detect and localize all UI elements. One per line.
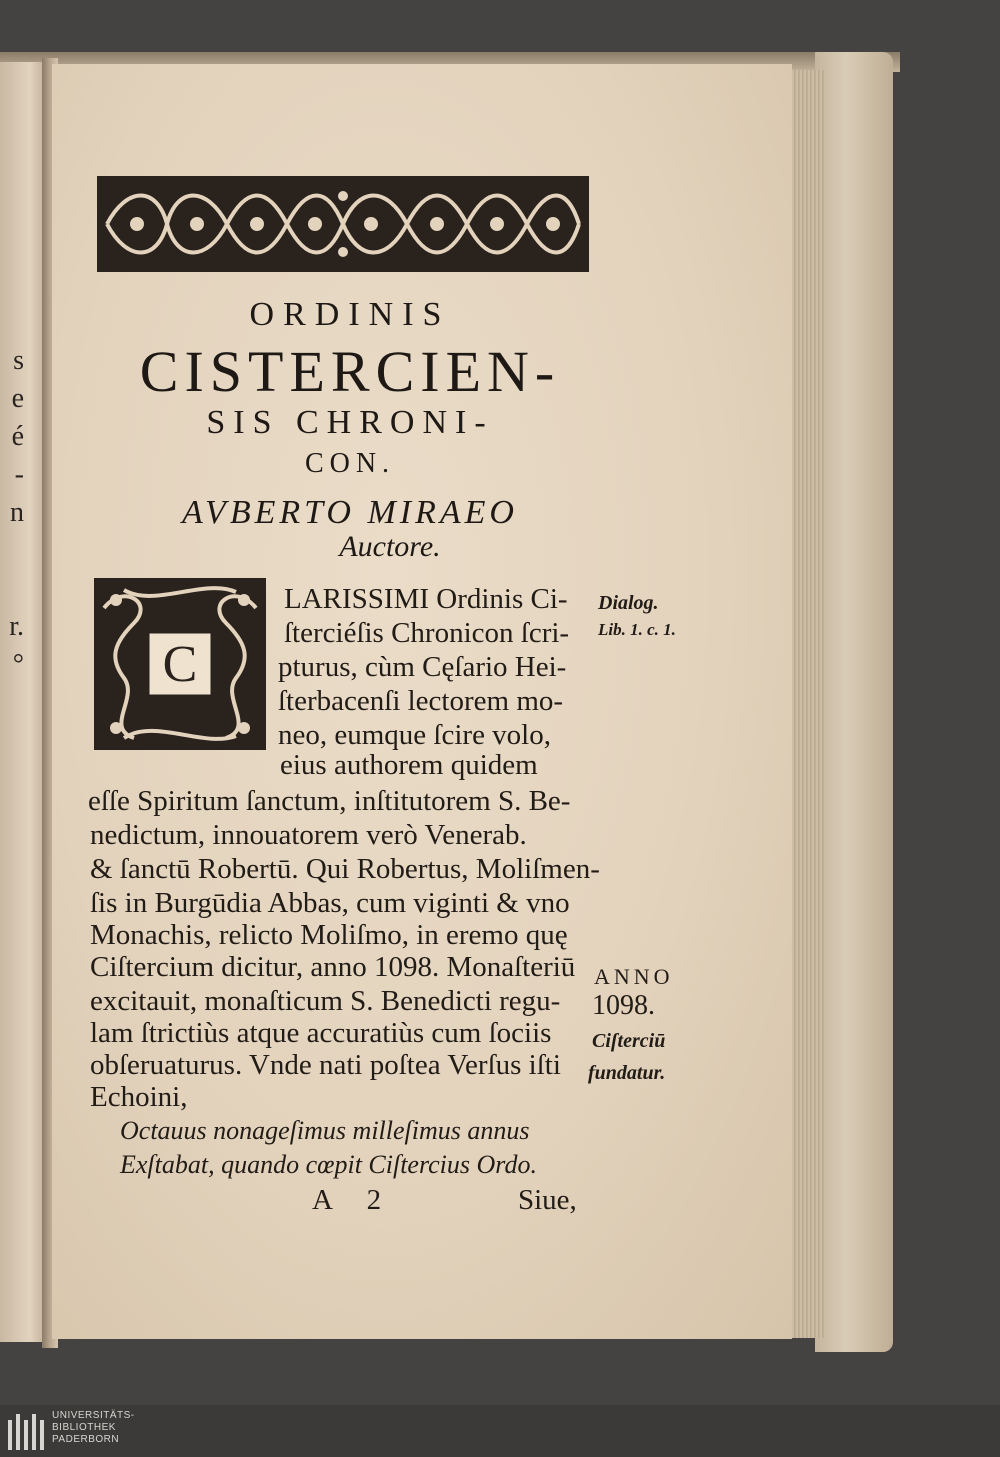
body-line: ſterciéſis Chronicon ſcri- bbox=[284, 617, 570, 649]
body-line: ſis in Burgūdia Abbas, cum viginti & vno bbox=[90, 887, 570, 919]
library-logo-icon bbox=[6, 1410, 46, 1452]
margin-note-anno: ANNO bbox=[594, 964, 674, 989]
margin-note-lib: Lib. 1. c. 1. bbox=[598, 620, 676, 639]
library-name-line-3: PADERBORN bbox=[52, 1434, 120, 1445]
library-name-line-2: BIBLIOTHEK bbox=[52, 1422, 116, 1433]
body-line: lam ſtrictiùs atque accuratiùs cum ſociis bbox=[90, 1017, 552, 1049]
catchword: Siue, bbox=[518, 1184, 577, 1216]
body-line: Ciſtercium dicitur, anno 1098. Monaſteriū bbox=[90, 951, 576, 983]
margin-note-dialog: Dialog. bbox=[598, 592, 659, 614]
page-edges bbox=[788, 70, 824, 1338]
decorated-initial bbox=[94, 578, 266, 750]
left-letter: s bbox=[13, 345, 24, 376]
left-letter: ° bbox=[12, 649, 24, 680]
verse-line-1: Octauus nonageſimus milleſimus annus bbox=[120, 1116, 530, 1145]
left-letter: n bbox=[10, 497, 24, 528]
author-name: AVBERTO MIRAEO bbox=[181, 494, 518, 531]
title-line-2: CISTERCIEN- bbox=[139, 339, 561, 404]
body-line: pturus, cùm Cęſario Hei- bbox=[278, 651, 567, 683]
library-name-line-1: UNIVERSITÄTS- bbox=[52, 1410, 135, 1421]
body-line: neo, eumque ſcire volo, bbox=[278, 719, 551, 751]
body-line: ſterbacenſi lectorem mo- bbox=[278, 685, 564, 717]
left-letter bbox=[0, 532, 24, 570]
body-line: Monachis, relicto Moliſmo, in eremo quę bbox=[90, 919, 568, 951]
left-letter: é bbox=[11, 421, 24, 452]
margin-note-year: 1098. bbox=[592, 990, 655, 1021]
book-cover-edge bbox=[815, 52, 893, 1352]
verse-line-2: Exſtabat, quando cœpit Ciſtercius Ordo. bbox=[120, 1150, 537, 1179]
left-page-letters bbox=[0, 342, 24, 684]
title-line-4: CON. bbox=[304, 448, 396, 479]
ornament-headpiece bbox=[97, 176, 589, 272]
margin-note-cisterciu: Ciſterciū bbox=[592, 1030, 666, 1052]
margin-note-fundatur: fundatur. bbox=[588, 1062, 666, 1084]
body-line: & ſanctū Robertū. Qui Robertus, Moliſmen- bbox=[90, 853, 600, 885]
title-line-1: ORDINIS bbox=[249, 296, 451, 333]
body-line: LARISSIMI Ordinis Ci- bbox=[284, 583, 568, 615]
left-letter: - bbox=[14, 459, 24, 490]
signature-mark: A 2 bbox=[312, 1184, 396, 1216]
initial-letter: C bbox=[162, 636, 198, 693]
body-line: eſſe Spiritum ſanctum, inſtitutorem S. Be- bbox=[88, 785, 571, 817]
left-letter: e bbox=[11, 383, 24, 414]
author-role: Auctore. bbox=[339, 530, 441, 563]
library-logo-text bbox=[52, 1410, 135, 1446]
body-line: obſeruaturus. Vnde nati poſtea Verſus iſti bbox=[90, 1049, 561, 1081]
body-line: Echoini, bbox=[90, 1081, 188, 1113]
initial-frame-icon bbox=[94, 578, 266, 750]
left-letter bbox=[0, 570, 24, 608]
body-line: nedictum, innouatorem verò Venerab. bbox=[90, 819, 527, 851]
body-line: excitauit, monaſticum S. Benedicti regu- bbox=[90, 985, 561, 1017]
body-line: eius authorem quidem bbox=[280, 749, 538, 781]
library-footer-bar bbox=[0, 1405, 1000, 1457]
left-letter: r. bbox=[9, 611, 24, 642]
title-line-3: SIS CHRONI- bbox=[206, 404, 494, 441]
